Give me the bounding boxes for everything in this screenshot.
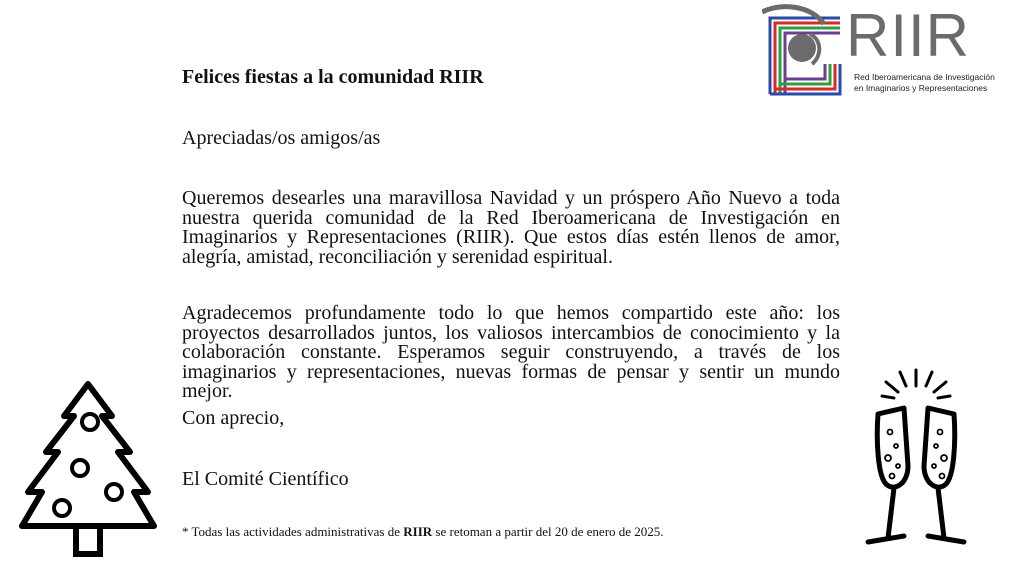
footnote-brand: RIIR [403, 524, 433, 539]
logo-subtitle-line-2: en Imaginarios y Representaciones [854, 83, 988, 93]
page-title: Felices fiestas a la comunidad RIIR [182, 66, 484, 88]
champagne-toast-icon [856, 362, 976, 552]
closing: Con aprecio, [182, 407, 285, 429]
greeting: Apreciadas/os amigos/as [182, 127, 381, 149]
footnote-suffix: se retoman a partir del 20 de enero de 2025. [432, 524, 664, 539]
paragraph-thanks: Agradecemos profundamente todo lo que hemos compartido este año: los proyectos desarrollados juntos, los valiosos intercambios de conocimiento y la colaboración constante. Esperamos seguir construyendo, a través de los imaginarios y representaciones, nuevas formas de pensar y sentir un mundo mejor. [182, 302, 840, 402]
christmas-tree-icon [18, 380, 158, 560]
riir-logo [762, 4, 1012, 98]
logo-subtitle-line-1: Red Iberoamericana de Investigación [854, 72, 995, 82]
footnote [182, 524, 664, 540]
logo-wordmark: RIIR [846, 2, 970, 69]
riir-logo-mark-icon [762, 4, 846, 98]
footnote-prefix: * Todas las actividades administrativas de [182, 524, 404, 539]
signature: El Comité Científico [182, 468, 349, 490]
logo-subtitle [854, 72, 995, 94]
paragraph-wishes: Queremos desearles una maravillosa Navidad y un próspero Año Nuevo a toda nuestra querida comunidad de la Red Iberoamericana de Investigación en Imaginarios y Representaciones (RIIR). Que estos días estén llenos de amor, alegría, amistad, reconciliación y serenidad espiritual. [182, 187, 840, 268]
